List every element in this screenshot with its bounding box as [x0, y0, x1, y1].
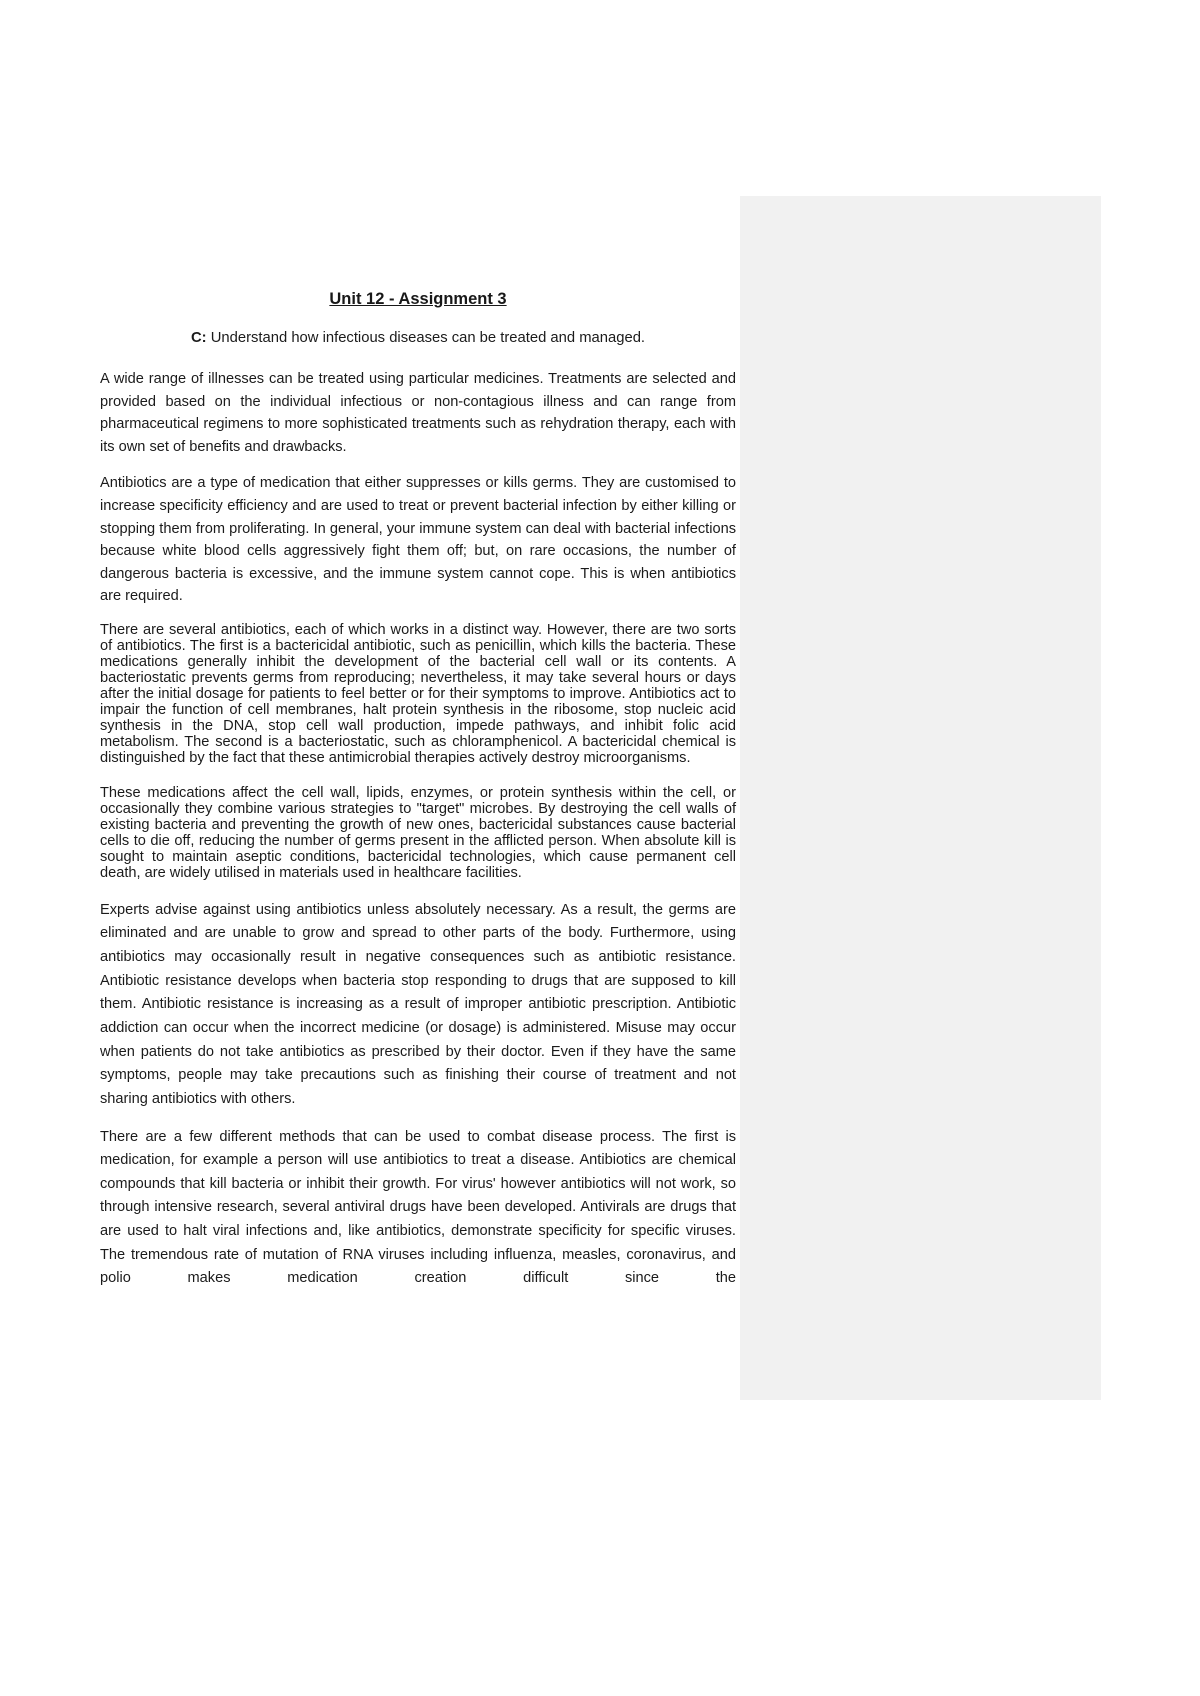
paragraph-antibiotics-intro: Antibiotics are a type of medication that either suppresses or kills germs. They are customised to increase specificity efficiency and are used to treat or prevent bacterial infection by either killing or stopping them from proliferating. In general, your immune system can deal with bacterial infections because white blood cells aggressively fight them off; but, on rare occasions, the number of dangerous bacteria is excessive, and the immune system cannot cope. This is when antibiotics are required. [100, 475, 736, 605]
paragraph-antibiotic-types: There are several antibiotics, each of which works in a distinct way. However, there are two sorts of antibiotics. The first is a bactericidal antibiotic, such as penicillin, which kills the bacteria. These medications generally inhibit the development of the bacterial cell wall or its contents. A bacteriostatic prevents germs from reproducing; nevertheless, it may take several hours or days after the initial dosage for patients to feel better or for their symptoms to improve. Antibiotics act to impair the function of cell membranes, halt protein synthesis in the ribosome, stop nucleic acid synthesis in the DNA, stop cell wall production, impede pathways, and inhibit folic acid metabolism. The second is a bacteriostatic, such as chloramphenicol. A bactericidal chemical is distinguished by the fact that these antimicrobial therapies actively destroy microorganisms. [100, 622, 736, 767]
paragraph-disease-combat-methods: There are a few different methods that can be used to combat disease process. The first is medication, for example a person will use antibiotics to treat a disease. Antibiotics are chemical compounds that kill bacteria or inhibit their growth. For virus' however antibiotics will not work, so through intensive research, several antiviral drugs have been developed. Antivirals are drugs that are used to halt viral infections and, like antibiotics, demonstrate specificity for specific viruses. The tremendous rate of mutation of RNA viruses including influenza, measles, coronavirus, and polio makes medication creation difficult since the [100, 1128, 736, 1287]
paragraph-bactericidal-action: These medications affect the cell wall, lipids, enzymes, or protein synthesis within the cell, or occasionally they combine various strategies to "target" microbes. By destroying the cell walls of existing bacteria and preventing the growth of new ones, bactericidal substances cause bacterial cells to die off, reducing the number of germs present in the afflicted person. When absolute kill is sought to maintain aseptic conditions, bactericidal technologies, which cause permanent cell death, are widely utilised in materials used in healthcare facilities. [100, 784, 736, 881]
criterion-text: Understand how infectious diseases can be treated and managed. [206, 330, 646, 346]
side-gray-panel [740, 196, 1101, 1400]
criterion-label: C: [190, 330, 207, 346]
document-body [100, 290, 736, 1305]
criterion-line [100, 330, 736, 346]
paragraph-antibiotic-resistance: Experts advise against using antibiotics unless absolutely necessary. As a result, the germs are eliminated and are unable to grow and spread to other parts of the body. Furthermore, using antibiotics may occasionally result in negative consequences such as antibiotic resistance. Antibiotic resistance develops when bacteria stop responding to drugs that are supposed to kill them. Antibiotic resistance is increasing as a result of improper antibiotic prescription. Antibiotic addiction can occur when the incorrect medicine (or dosage) is administered. Misuse may occur when patients do not take antibiotics as prescribed by their doctor. Even if they have the same symptoms, people may take precautions such as finishing their course of treatment and not sharing antibiotics with others. [100, 901, 736, 1107]
page-title: Unit 12 - Assignment 3 [329, 290, 507, 308]
paragraph-treatments-overview: A wide range of illnesses can be treated using particular medicines. Treatments are selected and provided based on the individual infectious or non-contagious illness and can range from pharmaceutical regimens to more sophisticated treatments such as rehydration therapy, each with its own set of benefits and drawbacks. [100, 371, 736, 455]
